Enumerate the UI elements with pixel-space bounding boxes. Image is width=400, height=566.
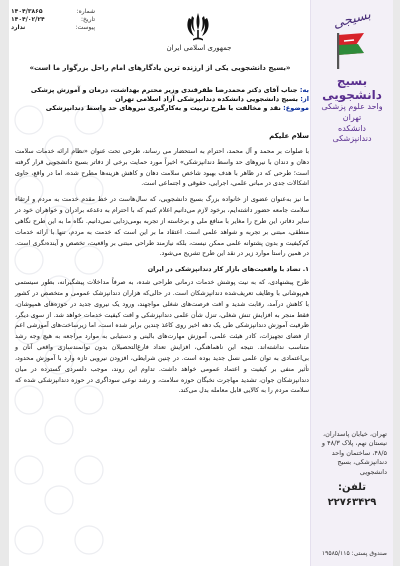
letter-page (9, 0, 393, 566)
body-paragraph-1: با صلوات بر محمد و آل محمد، احترام به استحضار می رساند، طرحی تحت عنوان «نظام ارائه خدمات سلامت دهان و دندان با نیروهای حد واسط دندانپزشکی» اخیراً مورد حمایت برخی از دفاتر بسیج دانشجویی قرار گرفته است؛ طرحی که در ظاهر با هدف بهبود شاخص سلامت دهان و کاهش هزینه‌ها مطرح شده، اما در واقع، حاوی اشکالات جدی در مبانی علمی، اجرایی، حقوقی و اجتماعی است. (15, 148, 309, 188)
recipient-text: جناب آقای دکتر محمدرضا ظفرقندی وزیر محترم بهداشت، درمان و آموزش پزشکی (30, 86, 298, 94)
letter-attachment-label: پیوست: (75, 24, 95, 32)
subject-text: نقد و مخالفت با طرح تربیت و به‌کارگیری نیروهای حد واسط دندانپزشکی (45, 104, 281, 113)
letter-body (15, 147, 309, 402)
flag-icon (334, 31, 370, 71)
sender-line (15, 95, 309, 104)
body-paragraph-3: طرح پیشنهادی، که به نیت پوشش خدمات درمانی طراحی شده، به صرفاً مداخلات پیشگیرانه، بطور سیستمی هم‌پوشانی با وظایف تعریف‌شده دندانپزشکان است. در حالی‌که هزاران دندانپزشک عمومی و متخصص در کشور با کاهش درآمد، رقابت شدید و افت فرصت‌های شغلی مواجهند، ورود یک نیروی جدید در حوزه‌های همپوشان، فقط منجر به افزایش تنش شغلی، تنزل شأن علمی دندانپزشکی و افت کیفیت خدمات خواهد شد. از سوی دیگر، ظرفیت آموزش دندانپزشکی طی یک دهه اخیر روی کاغذ چندین برابر شده است، اما زیرساخت‌های آموزشی اعم از فضای تجهیزات، کادر هیئت علمی، آموزش مهارت‌های بالینی و دستیابی به موارد مراجعه به هیچ وجه رشد متناسب نداشته‌اند. نتیجه این ناهماهنگی، افزایش تعداد فارغ‌التحصیلان بدون توانمندسازی واقعی آنان و بی‌اعتمادی به توان علمی نسل جدید بوده است. در چنین شرایطی، افزودن نیرویی تازه وارد با آموزش محدود، تأثیر منفی بر کیفیت و اعتماد عمومی خواهد داشت. تداوم این روند، موجب دلسردی گسترده در میان دندانپزشکان جوان، تشدید مهاجرت نخبگان حوزه سلامت، و رشد نوعی سوداگری در حوزه دندانپزشکی شده که سلامت مردم را به کالایی قابل معامله بدل می‌کند. (15, 279, 309, 395)
subject-label: موضوع: (283, 104, 309, 113)
organization-sub-1: واحد علوم پزشکی (321, 102, 383, 111)
leader-quote: «بسیج دانشجویی یکی از ارزنده ترین یادگارهای امام راحل بزرگوار ما است» (29, 64, 291, 72)
organization-address-block (317, 430, 387, 510)
emblem-caption: جمهوری اسلامی ایران (166, 44, 232, 52)
salutation: سلام علیکم (269, 132, 309, 140)
phone-number: ۲۲۷۶۳۴۲۹ (327, 496, 377, 508)
letter-attachment-row (11, 24, 95, 32)
letter-header (15, 86, 309, 114)
iran-emblem-icon (181, 10, 215, 44)
organization-phone-row (317, 481, 387, 510)
sender-label: از: (300, 95, 309, 104)
letter-date-value: ۱۴۰۴/۰۲/۲۴ (11, 16, 45, 24)
letter-number-value: ۱۴۰۴/۳۸۶۵ (11, 8, 43, 15)
organization-sub-3: دانشکده دندانپزشکی (332, 123, 372, 144)
recipient-label: به: (299, 86, 309, 94)
organization-sidebar (310, 0, 393, 566)
organization-title: بسیج دانشجویی (322, 74, 382, 102)
letter-date-row (11, 16, 95, 24)
postal-box: صندوق پستی: ۱۹۵۸۵/۱۱۵ (321, 550, 387, 557)
phone-label: تلفن: (337, 482, 367, 494)
letter-meta (11, 8, 95, 32)
recipient-line (15, 86, 309, 95)
letter-number-row (11, 8, 95, 16)
basij-logo (319, 6, 385, 145)
organization-sub-2: تهران (342, 112, 362, 122)
letter-number-label: شماره: (76, 8, 95, 15)
subject-line (15, 104, 309, 113)
sender-text: بسیج دانشجویی دانشکده دندانپزشکی آزاد اسلامی تهران (115, 95, 298, 104)
section-1-title: ۱. تضاد با واقعیت‌های بازار کار دندانپزشکی در ایران (147, 266, 309, 274)
body-paragraph-2: ما نیز به‌عنوان عضوی از خانواده بزرگ بسیج دانشجویی، که سال‌هاست در خط مقدم خدمت به مردم و ارتقاء سلامت جامعه حضور داشته‌ایم، برخود لازم می‌دانیم اعلام کنیم که با احترام به دغدغه برادران و خواهران خود در سایر دفاتر، این طرح را مغایر با منافع ملی و برخاسته از تجربه بومی‌زدایی نمی‌دانیم. نگاه ما به این طرح نگاهی منطقی، مبتنی بر تجربه و شواهد علمی است. اعتقاد ما بر این است که خدمت به مردم، تنها با ارائه خدمات کم‌کیفیت و بدون پشتوانه علمی ممکن نیست، بلکه نیازمند طراحی مبتنی بر واقعیت، تخصص و آینده‌نگری است. در همین راستا موارد زیر در نقد این طرح تشریح می‌شود. (15, 196, 309, 258)
basij-script-wordmark: بسیجی (331, 7, 373, 32)
letter-date-label: تاریخ: (81, 16, 95, 24)
letter-attachment-value: ندارد (11, 24, 26, 32)
organization-address: تهران، خیابان پاسداران، نیستان نهم، پلاک ۴۸/۳ و ۴۸/۵، ساختمان واحد دندانپزشکی، بسیج دانشجویی (321, 430, 387, 476)
